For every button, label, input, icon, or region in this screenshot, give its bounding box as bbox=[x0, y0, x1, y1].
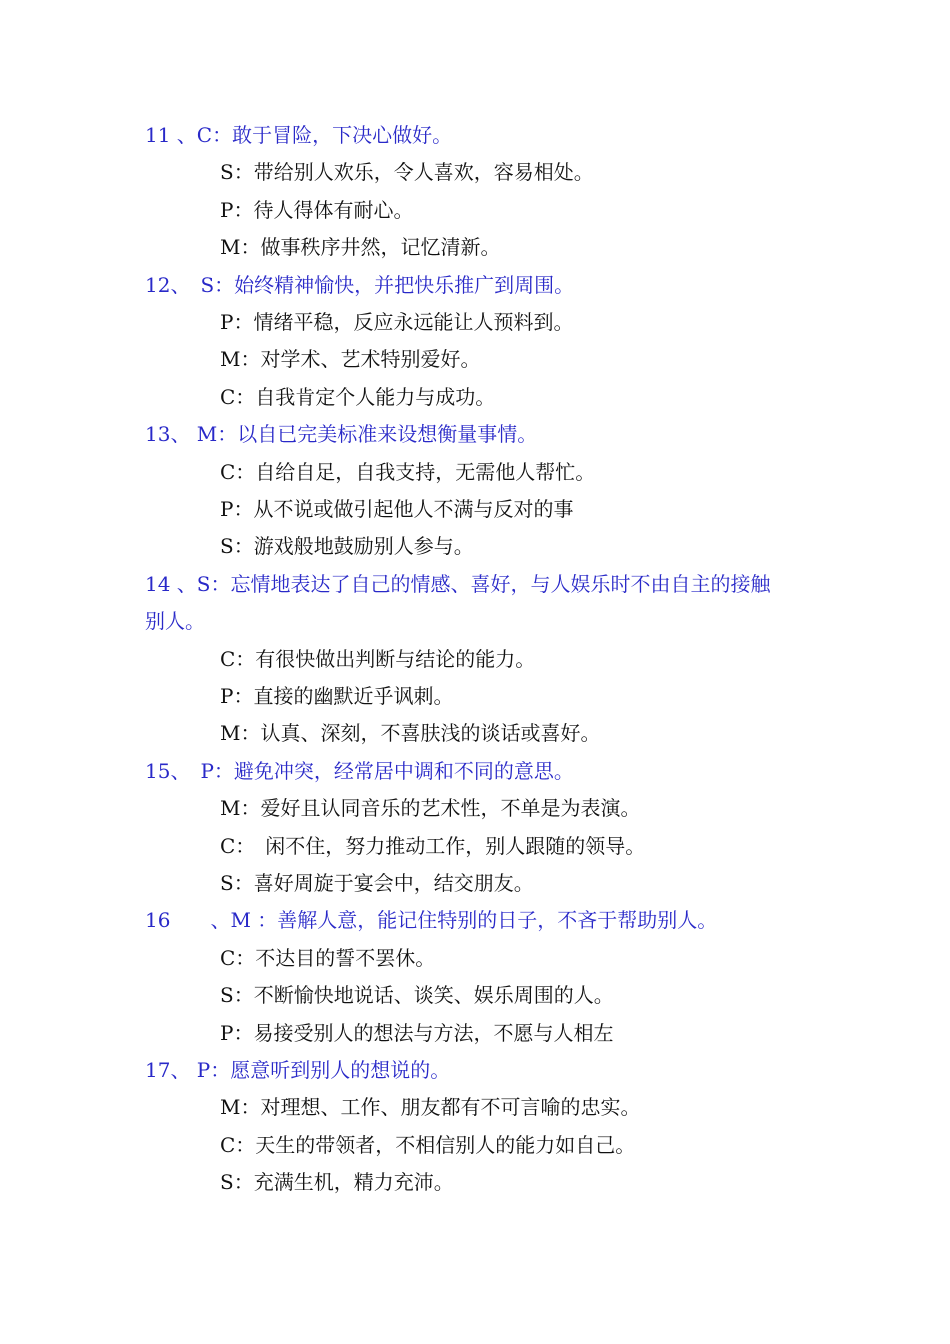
question-14-option-p: P：直接的幽默近乎讽刺。 bbox=[220, 684, 454, 708]
question-11-option-s: S：带给别人欢乐，令人喜欢，容易相处。 bbox=[220, 160, 594, 185]
question-15-option-s: S：喜好周旋于宴会中，结交朋友。 bbox=[220, 871, 534, 895]
question-13-label: 13、 M：以自已完美标准来设想衡量事情。 bbox=[145, 422, 538, 447]
question-13-option-p: P：从不说或做引起他人不满与反对的事 bbox=[220, 497, 574, 521]
question-16-label: 16 、M ：善解人意，能记住特别的日子，不吝于帮助别人。 bbox=[145, 908, 718, 933]
question-14-label-continued: 别人。 bbox=[145, 609, 205, 634]
question-12-label: 12、 S：始终精神愉快，并把快乐推广到周围。 bbox=[145, 272, 575, 297]
question-15-option-m: M：爱好且认同音乐的艺术性，不单是为表演。 bbox=[220, 796, 641, 821]
question-16-option-s: S：不断愉快地说话、谈笑、娱乐周围的人。 bbox=[220, 983, 614, 1008]
question-17-option-m: M：对理想、工作、朋友都有不可言喻的忠实。 bbox=[220, 1095, 641, 1120]
question-12-option-m: M：对学术、艺术特别爱好。 bbox=[220, 347, 481, 372]
question-17-label: 17、 P：愿意听到别人的想说的。 bbox=[145, 1058, 451, 1082]
question-12-option-p: P：情绪平稳，反应永远能让人预料到。 bbox=[220, 310, 574, 334]
question-13-option-c: C：自给自足，自我支持，无需他人帮忙。 bbox=[220, 459, 596, 484]
question-14-option-m: M：认真、深刻，不喜肤浅的谈话或喜好。 bbox=[220, 721, 601, 746]
question-16-option-c: C：不达目的誓不罢休。 bbox=[220, 945, 436, 970]
question-14-option-c: C：有很快做出判断与结论的能力。 bbox=[220, 646, 536, 671]
question-16-option-p: P：易接受别人的想法与方法，不愿与人相左 bbox=[220, 1020, 614, 1045]
question-17-option-c: C：天生的带领者，不相信别人的能力如自己。 bbox=[220, 1132, 636, 1157]
question-17-option-s: S：充满生机，精力充沛。 bbox=[220, 1170, 454, 1195]
question-11-option-m: M：做事秩序井然，记忆清新。 bbox=[220, 235, 501, 260]
question-12-option-c: C：自我肯定个人能力与成功。 bbox=[220, 384, 496, 409]
question-15-option-c: C： 闲不住，努力推动工作，别人跟随的领导。 bbox=[220, 833, 646, 858]
question-14-label: 14 、S：忘情地表达了自己的情感、喜好，与人娱乐时不由自主的接触 bbox=[145, 571, 771, 596]
question-11-option-p: P：待人得体有耐心。 bbox=[220, 197, 414, 222]
question-15-label: 15、 P：避免冲突，经常居中调和不同的意思。 bbox=[145, 758, 574, 783]
question-11-label: 11 、C：敢于冒险，下决心做好。 bbox=[145, 123, 453, 147]
question-13-option-s: S：游戏般地鼓励别人参与。 bbox=[220, 534, 474, 559]
